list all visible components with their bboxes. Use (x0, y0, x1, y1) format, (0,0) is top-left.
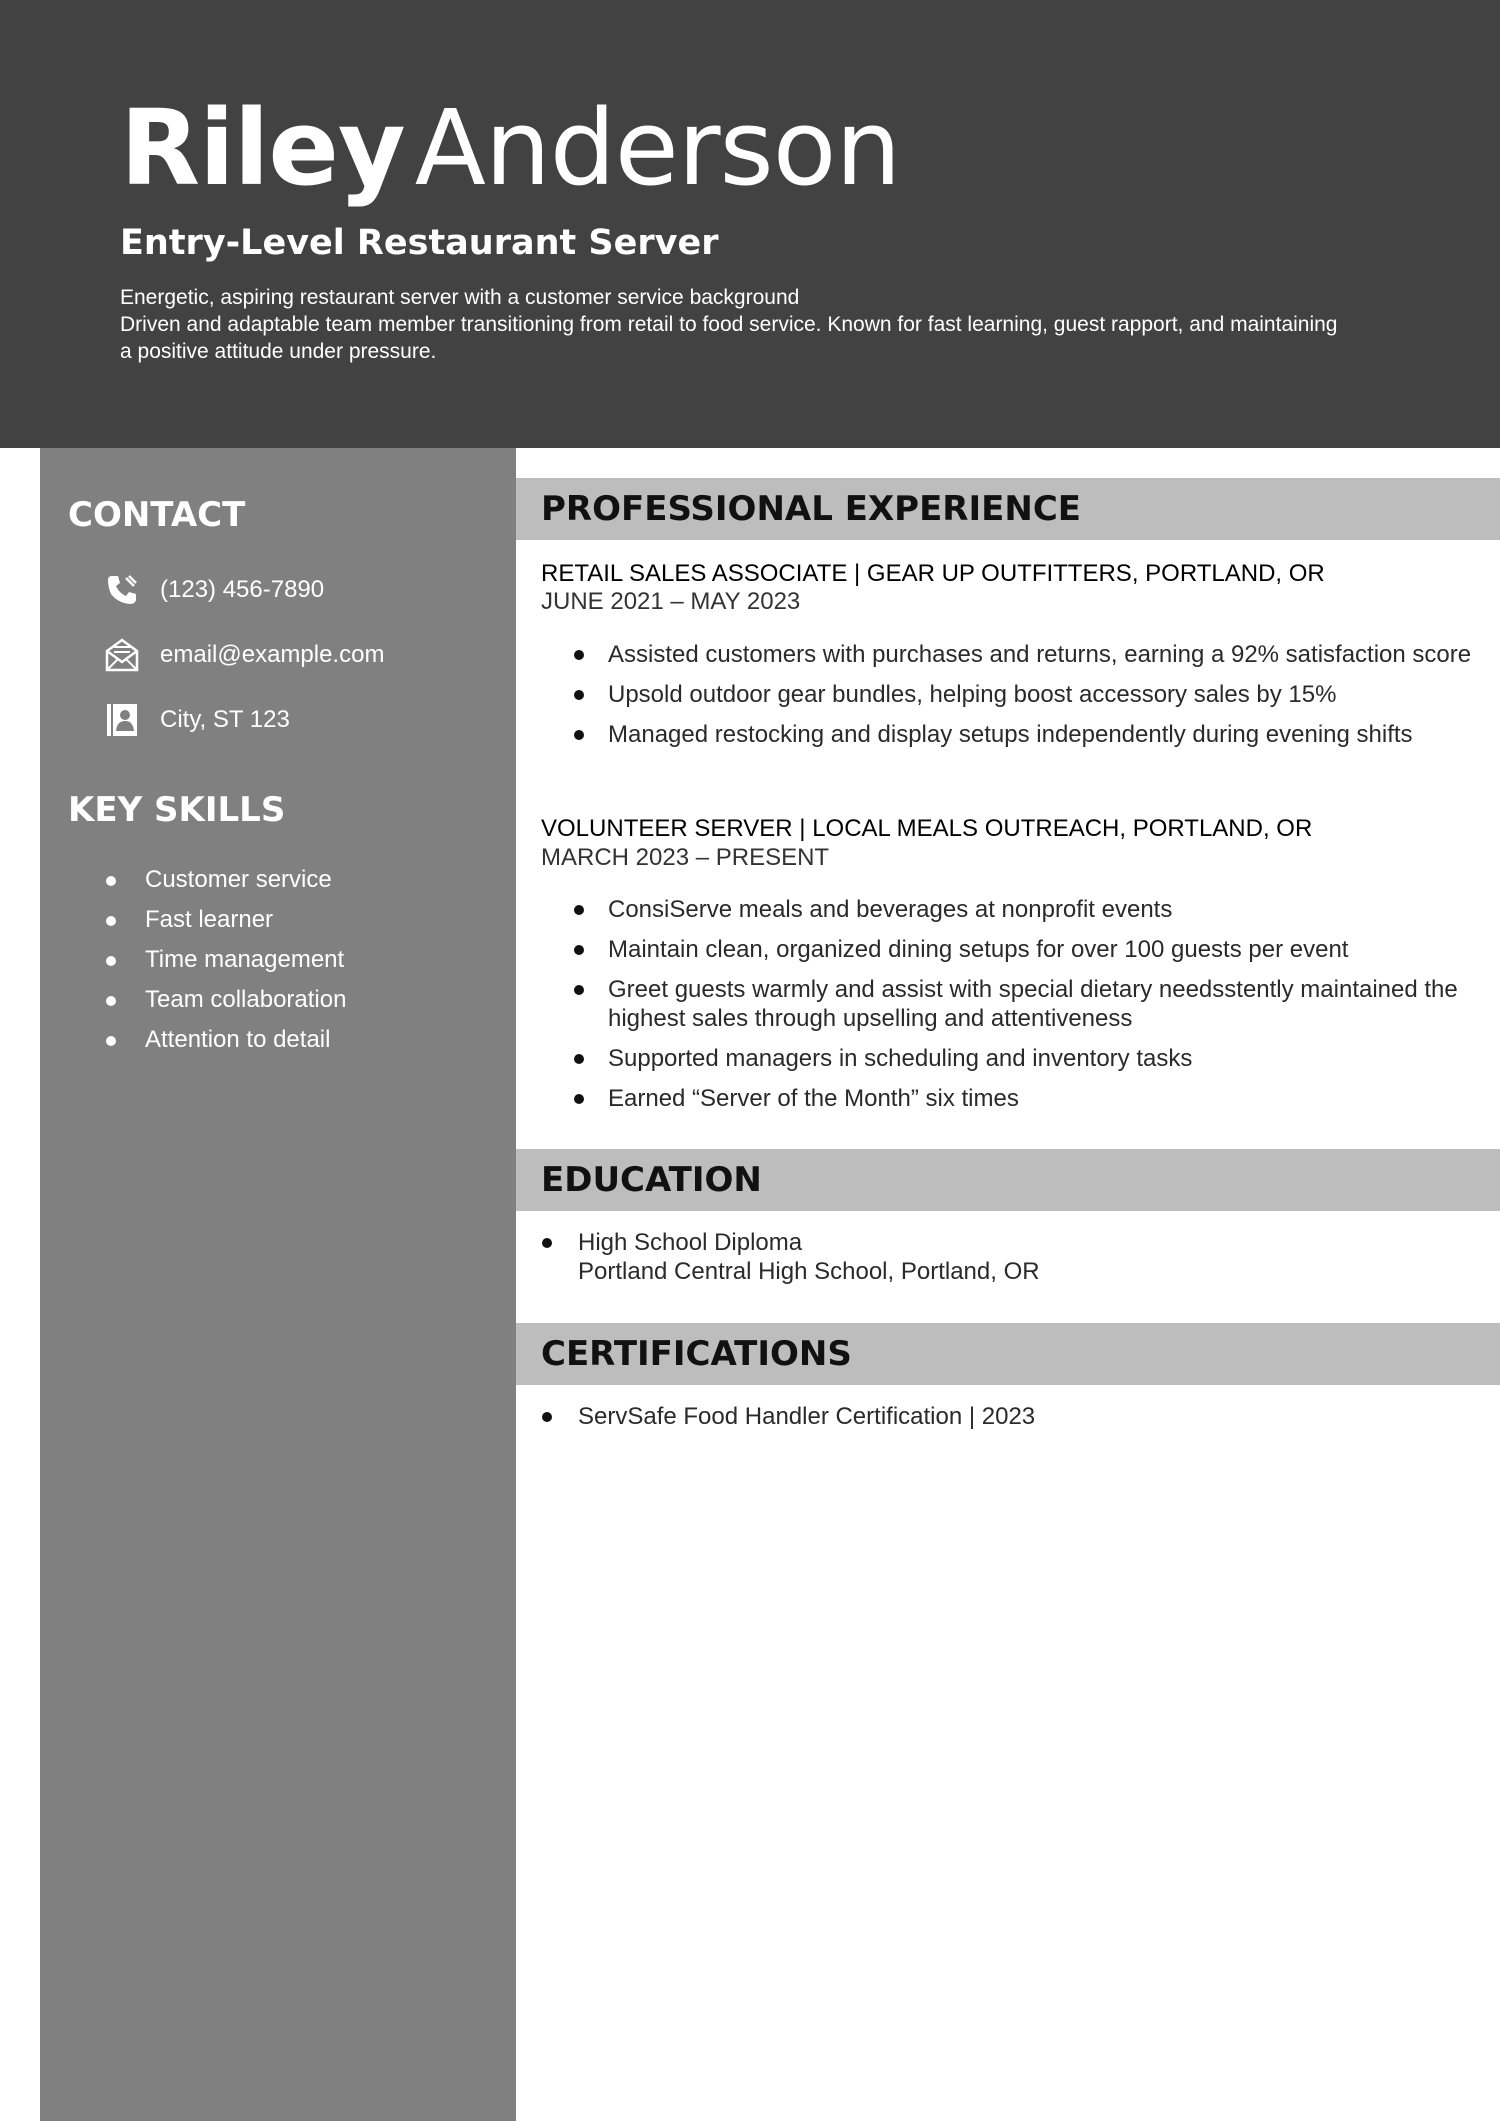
certification-item: ServSafe Food Handler Certification | 2023 (542, 1402, 1442, 1431)
last-name: Anderson (414, 87, 901, 209)
certifications-section-header (516, 1323, 1500, 1385)
skills-list (106, 860, 346, 1060)
job-1-bullets (574, 640, 1474, 749)
list-item: ConsiServe meals and beverages at nonprofit events (574, 895, 1474, 924)
email-text: email@example.com (160, 641, 385, 668)
school: Portland Central High School, Portland, OR (578, 1258, 1040, 1285)
experience-section-header (516, 478, 1500, 540)
sidebar (40, 448, 516, 2121)
job-2-bullets (574, 895, 1474, 1113)
education-item (542, 1228, 1442, 1286)
list-item: Managed restocking and display setups independently during evening shifts (574, 720, 1474, 749)
list-item: Earned “Server of the Month” six times (574, 1084, 1474, 1113)
certifications-heading: CERTIFICATIONS (541, 1334, 852, 1374)
list-item: Supported managers in scheduling and inventory tasks (574, 1044, 1474, 1073)
contact-heading: CONTACT (68, 495, 246, 535)
experience-heading: PROFESSIONAL EXPERIENCE (541, 489, 1081, 529)
candidate-name (120, 88, 900, 208)
job-2-dates: MARCH 2023 – PRESENT (541, 844, 830, 871)
skill-item: Team collaboration (106, 980, 346, 1020)
phone-icon (104, 572, 140, 608)
list-item: Upsold outdoor gear bundles, helping boost accessory sales by 15% (574, 680, 1474, 709)
job-2-header: VOLUNTEER SERVER | LOCAL MEALS OUTREACH, PORTLAND, OR (541, 815, 1313, 842)
education-heading: EDUCATION (541, 1160, 762, 1200)
contact-email (104, 635, 384, 675)
list-item: Greet guests warmly and assist with special dietary needsstently maintained the highest sales through upselling and attentiveness (574, 975, 1474, 1033)
resume-header (0, 0, 1500, 448)
contact-address (104, 700, 290, 740)
address-card-icon (104, 702, 140, 738)
skill-item: Fast learner (106, 900, 346, 940)
job-1-dates: JUNE 2021 – MAY 2023 (541, 588, 801, 615)
first-name: Riley (120, 87, 405, 209)
contact-phone (104, 570, 324, 610)
job-title: Entry-Level Restaurant Server (120, 223, 719, 263)
skill-item: Attention to detail (106, 1020, 346, 1060)
degree: High School Diploma (578, 1229, 803, 1256)
list-item: Maintain clean, organized dining setups for over 100 guests per event (574, 935, 1474, 964)
job-1-header: RETAIL SALES ASSOCIATE | GEAR UP OUTFITTERS, PORTLAND, OR (541, 560, 1325, 587)
address-text: City, ST 123 (160, 706, 290, 733)
skill-item: Customer service (106, 860, 346, 900)
summary: Driven and adaptable team member transitioning from retail to food service. Known for fast learning, guest rapport, and maintaining a positive attitude under pressure. (120, 313, 1338, 363)
email-icon (104, 637, 140, 673)
certifications-list (542, 1402, 1442, 1431)
list-item: Assisted customers with purchases and returns, earning a 92% satisfaction score (574, 640, 1474, 669)
education-list (542, 1228, 1442, 1286)
tagline: Energetic, aspiring restaurant server with a customer service background (120, 286, 800, 309)
education-section-header (516, 1149, 1500, 1211)
skills-heading: KEY SKILLS (68, 790, 286, 830)
skill-item: Time management (106, 940, 346, 980)
phone-text: (123) 456-7890 (160, 576, 325, 603)
